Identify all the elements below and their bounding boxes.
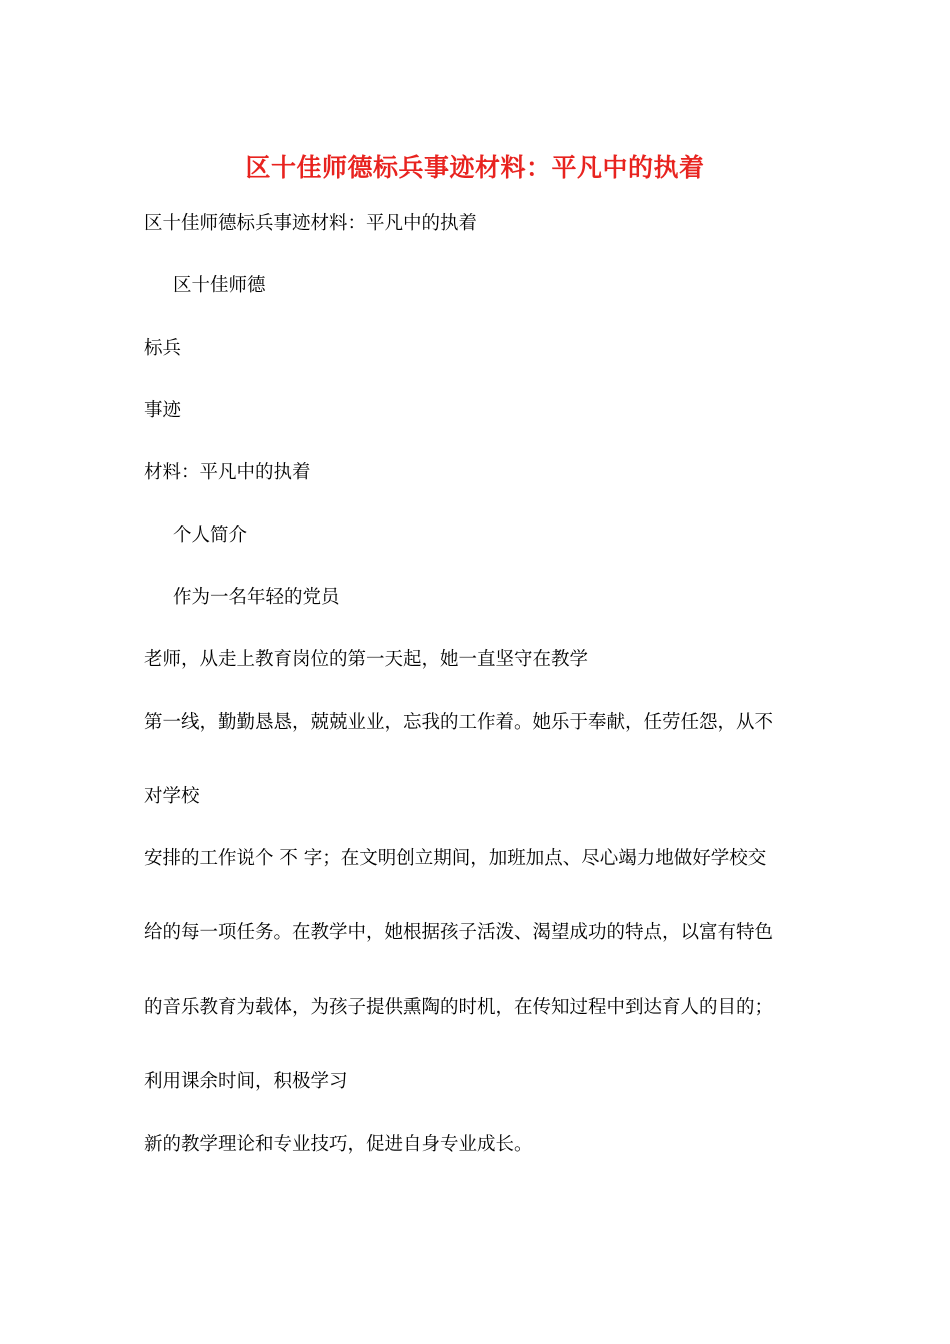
paragraph-line: 安排的工作说个 不 字；在文明创立期间，加班加点、尽心竭力地做好学校交 bbox=[144, 848, 767, 869]
paragraph-line: 作为一名年轻的党员 bbox=[173, 587, 340, 608]
paragraph-line: 第一线，勤勤恳恳，兢兢业业，忘我的工作着。她乐于奉献，任劳任怨，从不 bbox=[144, 712, 774, 733]
paragraph-line: 个人简介 bbox=[173, 525, 248, 546]
paragraph-line: 老师，从走上教育岗位的第一天起，她一直坚守在教学 bbox=[144, 649, 589, 670]
paragraph-line: 材料：平凡中的执着 bbox=[144, 462, 311, 483]
paragraph-line: 新的教学理论和专业技巧，促进自身专业成长。 bbox=[144, 1134, 533, 1155]
paragraph-line: 给的每一项任务。在教学中，她根据孩子活泼、渴望成功的特点，以富有特色 bbox=[144, 922, 774, 943]
paragraph-line: 标兵 bbox=[144, 338, 182, 359]
paragraph-line: 区十佳师德 bbox=[173, 275, 266, 296]
paragraph-line: 区十佳师德标兵事迹材料：平凡中的执着 bbox=[144, 213, 478, 234]
paragraph-line: 的音乐教育为载体，为孩子提供熏陶的时机，在传知过程中到达育人的目的； bbox=[144, 997, 774, 1018]
paragraph-line: 利用课余时间，积极学习 bbox=[144, 1071, 348, 1092]
paragraph-line: 对学校 bbox=[144, 786, 200, 807]
document-title: 区十佳师德标兵事迹材料：平凡中的执着 bbox=[245, 153, 705, 182]
paragraph-line: 事迹 bbox=[144, 400, 182, 421]
